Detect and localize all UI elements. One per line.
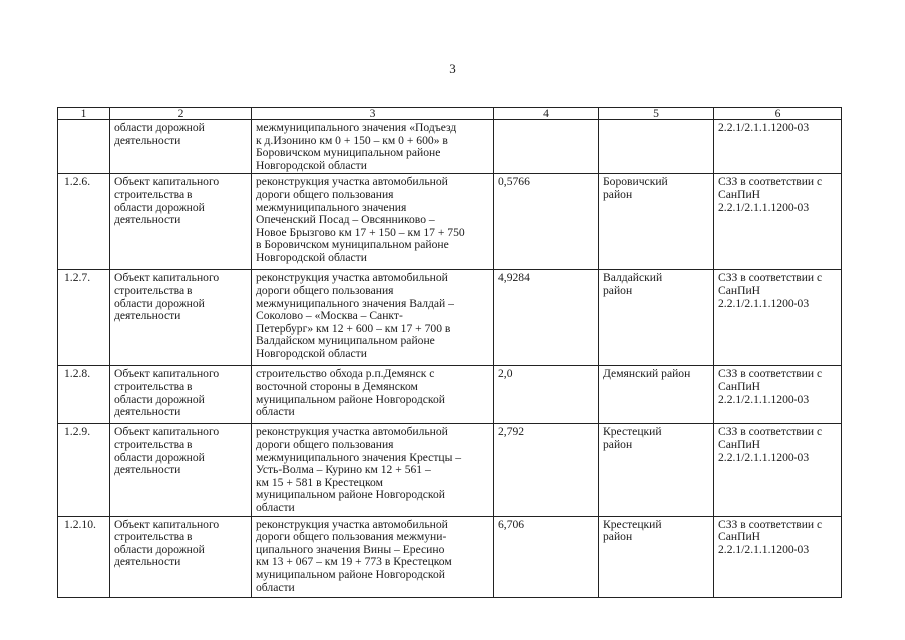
column-number-row: [58, 108, 842, 120]
object-type-cell: Объект капитального строительства в области дорожной деятельности: [110, 270, 252, 366]
table-row: [58, 366, 842, 424]
row-number-cell: 1.2.10.: [58, 516, 110, 597]
district-cell: Крестецкий район: [599, 516, 714, 597]
objects-table: [57, 107, 842, 598]
value-cell: 4,9284: [494, 270, 599, 366]
district-cell: Крестецкий район: [599, 424, 714, 516]
object-type-cell: Объект капитального строительства в области дорожной деятельности: [110, 516, 252, 597]
row-number-cell: 1.2.6.: [58, 174, 110, 270]
table-row: [58, 120, 842, 174]
object-type-cell: Объект капитального строительства в области дорожной деятельности: [110, 424, 252, 516]
object-description-cell: реконструкция участка автомобильной дороги общего пользования межмуниципального значения Валдай – Соколово – «Москва – Санкт- Петербург» км 12 + 600 – км 17 + 700 в Валдайском муниципальном районе Новгородской области: [252, 270, 494, 366]
object-description-cell: реконструкция участка автомобильной дороги общего пользования межмуниципального значения Опеченский Посад – Овсянниково – Новое Брызгово км 17 + 150 – км 17 + 750 в Боровичском муниципальном районе Новгородской области: [252, 174, 494, 270]
column-header-2: 2: [110, 108, 252, 120]
sanitary-zone-cell: СЗЗ в соответствии с СанПиН 2.2.1/2.1.1.1200-03: [714, 174, 842, 270]
sanitary-zone-cell: СЗЗ в соответствии с СанПиН 2.2.1/2.1.1.1200-03: [714, 424, 842, 516]
row-number-cell: 1.2.8.: [58, 366, 110, 424]
value-cell: 6,706: [494, 516, 599, 597]
row-number-cell: [58, 120, 110, 174]
sanitary-zone-cell: СЗЗ в соответствии с СанПиН 2.2.1/2.1.1.1200-03: [714, 270, 842, 366]
value-cell: 0,5766: [494, 174, 599, 270]
district-cell: Валдайский район: [599, 270, 714, 366]
district-cell: [599, 120, 714, 174]
sanitary-zone-cell: 2.2.1/2.1.1.1200-03: [714, 120, 842, 174]
column-header-6: 6: [714, 108, 842, 120]
table-row: [58, 174, 842, 270]
object-description-cell: строительство обхода р.п.Демянск с восточной стороны в Демянском муниципальном районе Новгородской области: [252, 366, 494, 424]
table-row: [58, 270, 842, 366]
column-header-4: 4: [494, 108, 599, 120]
table-row: [58, 424, 842, 516]
object-description-cell: межмуниципального значения «Подъезд к д.Изонино км 0 + 150 – км 0 + 600» в Боровичском муниципальном районе Новгородской области: [252, 120, 494, 174]
value-cell: 2,792: [494, 424, 599, 516]
object-type-cell: Объект капитального строительства в области дорожной деятельности: [110, 174, 252, 270]
table-row: [58, 516, 842, 597]
object-type-cell: Объект капитального строительства в области дорожной деятельности: [110, 366, 252, 424]
object-type-cell: области дорожной деятельности: [110, 120, 252, 174]
page-number: 3: [449, 61, 456, 76]
column-header-5: 5: [599, 108, 714, 120]
row-number-cell: 1.2.9.: [58, 424, 110, 516]
district-cell: Боровичский район: [599, 174, 714, 270]
row-number-cell: 1.2.7.: [58, 270, 110, 366]
column-header-1: 1: [58, 108, 110, 120]
value-cell: 2,0: [494, 366, 599, 424]
sanitary-zone-cell: СЗЗ в соответствии с СанПиН 2.2.1/2.1.1.1200-03: [714, 366, 842, 424]
value-cell: [494, 120, 599, 174]
object-description-cell: реконструкция участка автомобильной дороги общего пользования межмуни- ципального значения Вины – Ересино км 13 + 067 – км 19 + 773 в Крестецком муниципальном районе Новгородской области: [252, 516, 494, 597]
district-cell: Демянский район: [599, 366, 714, 424]
object-description-cell: реконструкция участка автомобильной дороги общего пользования межмуниципального значения Крестцы – Усть-Волма – Курино км 12 + 561 – км 15 + 581 в Крестецком муниципальном районе Новгородской области: [252, 424, 494, 516]
sanitary-zone-cell: СЗЗ в соответствии с СанПиН 2.2.1/2.1.1.1200-03: [714, 516, 842, 597]
column-header-3: 3: [252, 108, 494, 120]
table-body: [58, 108, 842, 598]
